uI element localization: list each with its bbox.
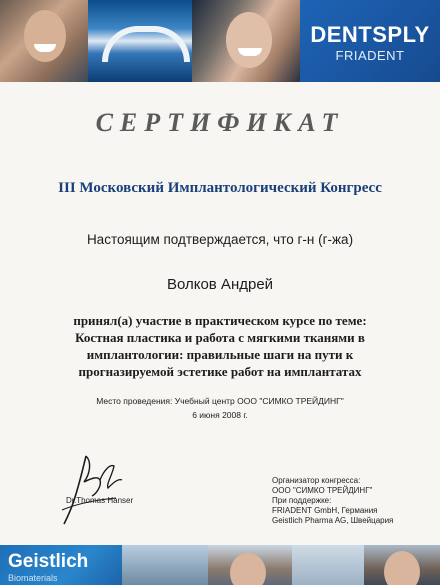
geistlich-brand-sub: Biomaterials [8,573,58,583]
course-line: имплантологии: правильные шаги на пути к [86,347,354,362]
organizer-line: ООО "СИМКО ТРЕЙДИНГ" [272,486,373,495]
dentsply-brand-name: DENTSPLY [310,22,430,47]
smiling-man-photo [364,545,440,585]
friadent-brand-name: FRIADENT [335,48,405,63]
course-line: Костная пластика и работа с мягкими тканями в [75,330,365,345]
course-line: принял(а) участие в практическом курсе по теме: [73,313,367,328]
course-description [60,312,380,380]
event-date: 6 июня 2008 г. [192,410,248,420]
organizer-block [272,476,422,526]
geistlich-logo [0,545,122,585]
certificate-title: СЕРТИФИКАТ [95,108,345,137]
handwritten-signature [56,450,136,530]
smiling-woman-photo [192,0,300,82]
organizer-line: При поддержке: [272,496,332,505]
recipient-name: Волков Андрей [166,276,274,293]
signer-name: Dr.Thomas Hanser [66,496,134,505]
footer-photo [122,545,208,585]
dental-implant-photo [88,0,192,82]
venue-text: Место проведения: Учебный центр ООО "СИМКО ТРЕЙДИНГ" [96,396,344,406]
dentsply-logo [300,0,440,82]
footer-photo-band [0,545,440,585]
footer-photo [292,545,364,585]
congress-name: III Московский Имплантологический Конгресс [58,180,382,196]
smiling-man-photo [0,0,88,82]
course-line: прогназируемой эстетике работ на имплантатах [78,364,362,379]
geistlich-brand-name: Geistlich [8,551,89,572]
smiling-woman-photo [208,545,292,585]
confirmation-text: Настоящим подтверждается, что г-н (г-жа) [86,232,354,247]
organizer-line: FRIADENT GmbH, Германия [272,506,378,515]
header-photo-band [0,0,440,82]
organizer-line: Организатор конгресса: [272,476,361,485]
organizer-line: Geistlich Pharma AG, Швейцария [272,516,394,525]
